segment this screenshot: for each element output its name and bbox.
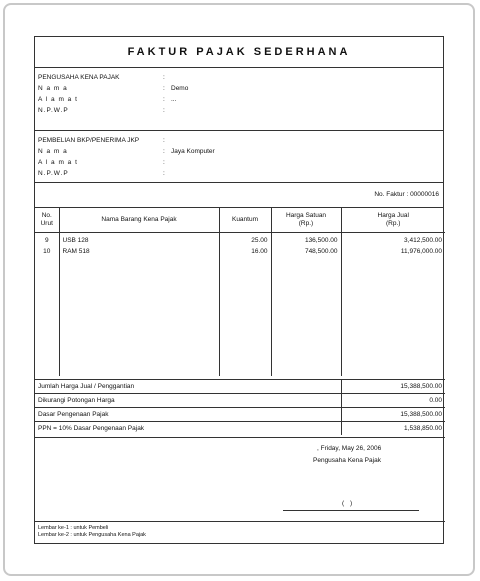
colon: : (163, 85, 165, 92)
cell-total-price: 3,412,500.00 (404, 237, 442, 244)
colon: : (163, 159, 165, 166)
summary-row-tax-base (35, 407, 445, 421)
cell-qty: 16.00 (219, 246, 271, 257)
cell-qty: 25.00 (219, 233, 271, 247)
buyer-section-label: PEMBELIAN BKP/PENERIMA JKP (38, 137, 140, 144)
seller-address-value: ... (171, 96, 177, 103)
cell-name: RAM 518 (59, 246, 219, 257)
column-header-total-price: Harga Jual (Rp.) (341, 208, 445, 233)
summary-value: 15,388,500.00 (341, 380, 442, 393)
summary-label: Dasar Pengenaan Pajak (38, 411, 109, 418)
seller-npwp-row (38, 106, 438, 115)
summary-row-discount (35, 393, 445, 407)
field-label: A l a m a t (38, 159, 78, 166)
field-label: N a m a (38, 148, 68, 155)
signature-name-placeholder: ( ) (342, 500, 355, 507)
summary-row-total (35, 379, 445, 393)
summary-value: 1,538,850.00 (341, 422, 442, 435)
summary-value: 0.00 (341, 394, 442, 407)
colon: : (163, 96, 165, 103)
invoice-number-section (35, 183, 443, 208)
colon: : (163, 137, 165, 144)
table-row (35, 233, 445, 247)
seller-section (35, 67, 443, 131)
signature-line (283, 510, 419, 511)
note-line: Lembar ke-2 : untuk Pengusaha Kena Pajak (38, 532, 146, 538)
table-filler-row (35, 257, 445, 376)
copy-notes (38, 525, 146, 539)
buyer-header-row (38, 136, 438, 145)
buyer-address-row (38, 158, 438, 167)
field-label: N.P.W.P (38, 107, 69, 114)
invoice-title: FAKTUR PAJAK SEDERHANA (35, 37, 443, 68)
colon: : (163, 170, 165, 177)
note-line: Lembar ke-1 : untuk Pembeli (38, 525, 109, 531)
field-label: A l a m a t (38, 96, 78, 103)
cell-name: USB 128 (59, 233, 219, 247)
cell-unit-price: 136,500.00 (271, 233, 341, 247)
summary-label: Dikurangi Potongan Harga (38, 397, 115, 404)
signature-section (35, 437, 445, 522)
seller-address-row (38, 95, 438, 104)
invoice-document (34, 36, 444, 544)
summary-label: Jumlah Harga Jual / Penggantian (38, 383, 135, 390)
seller-header-row (38, 73, 438, 82)
cell-unit-price: 748,500.00 (271, 246, 341, 257)
colon: : (163, 74, 165, 81)
column-header-name: Nama Barang Kena Pajak (59, 208, 219, 233)
colon: : (163, 107, 165, 114)
table-header-row (35, 208, 445, 233)
buyer-name-row (38, 147, 438, 156)
column-header-unit-price: Harga Satuan (Rp.) (271, 208, 341, 233)
buyer-name-value: Jaya Komputer (171, 148, 215, 155)
summary-label: PPN = 10% Dasar Pengenaan Pajak (38, 425, 145, 432)
summary-row-vat (35, 421, 445, 437)
buyer-npwp-row (38, 169, 438, 178)
seller-name-value: Demo (171, 85, 189, 92)
field-label: N a m a (38, 85, 68, 92)
colon: : (163, 148, 165, 155)
signature-role: Pengusaha Kena Pajak (313, 457, 381, 464)
buyer-section (35, 131, 443, 183)
cell-total-price: 11,976,000.00 (400, 248, 442, 255)
seller-name-row (38, 84, 438, 93)
summary-value: 15,388,500.00 (341, 408, 442, 421)
seller-section-label: PENGUSAHA KENA PAJAK (38, 74, 120, 81)
column-header-no: No. Urut (35, 208, 59, 233)
items-table (35, 208, 445, 376)
cell-no: 9 (35, 233, 59, 247)
column-header-qty: Kuantum (219, 208, 271, 233)
field-label: N.P.W.P (38, 170, 69, 177)
table-row (35, 246, 445, 257)
invoice-number: No. Faktur : 00000016 (374, 191, 439, 198)
cell-no: 10 (35, 246, 59, 257)
signature-date: , Friday, May 26, 2006 (317, 445, 382, 452)
